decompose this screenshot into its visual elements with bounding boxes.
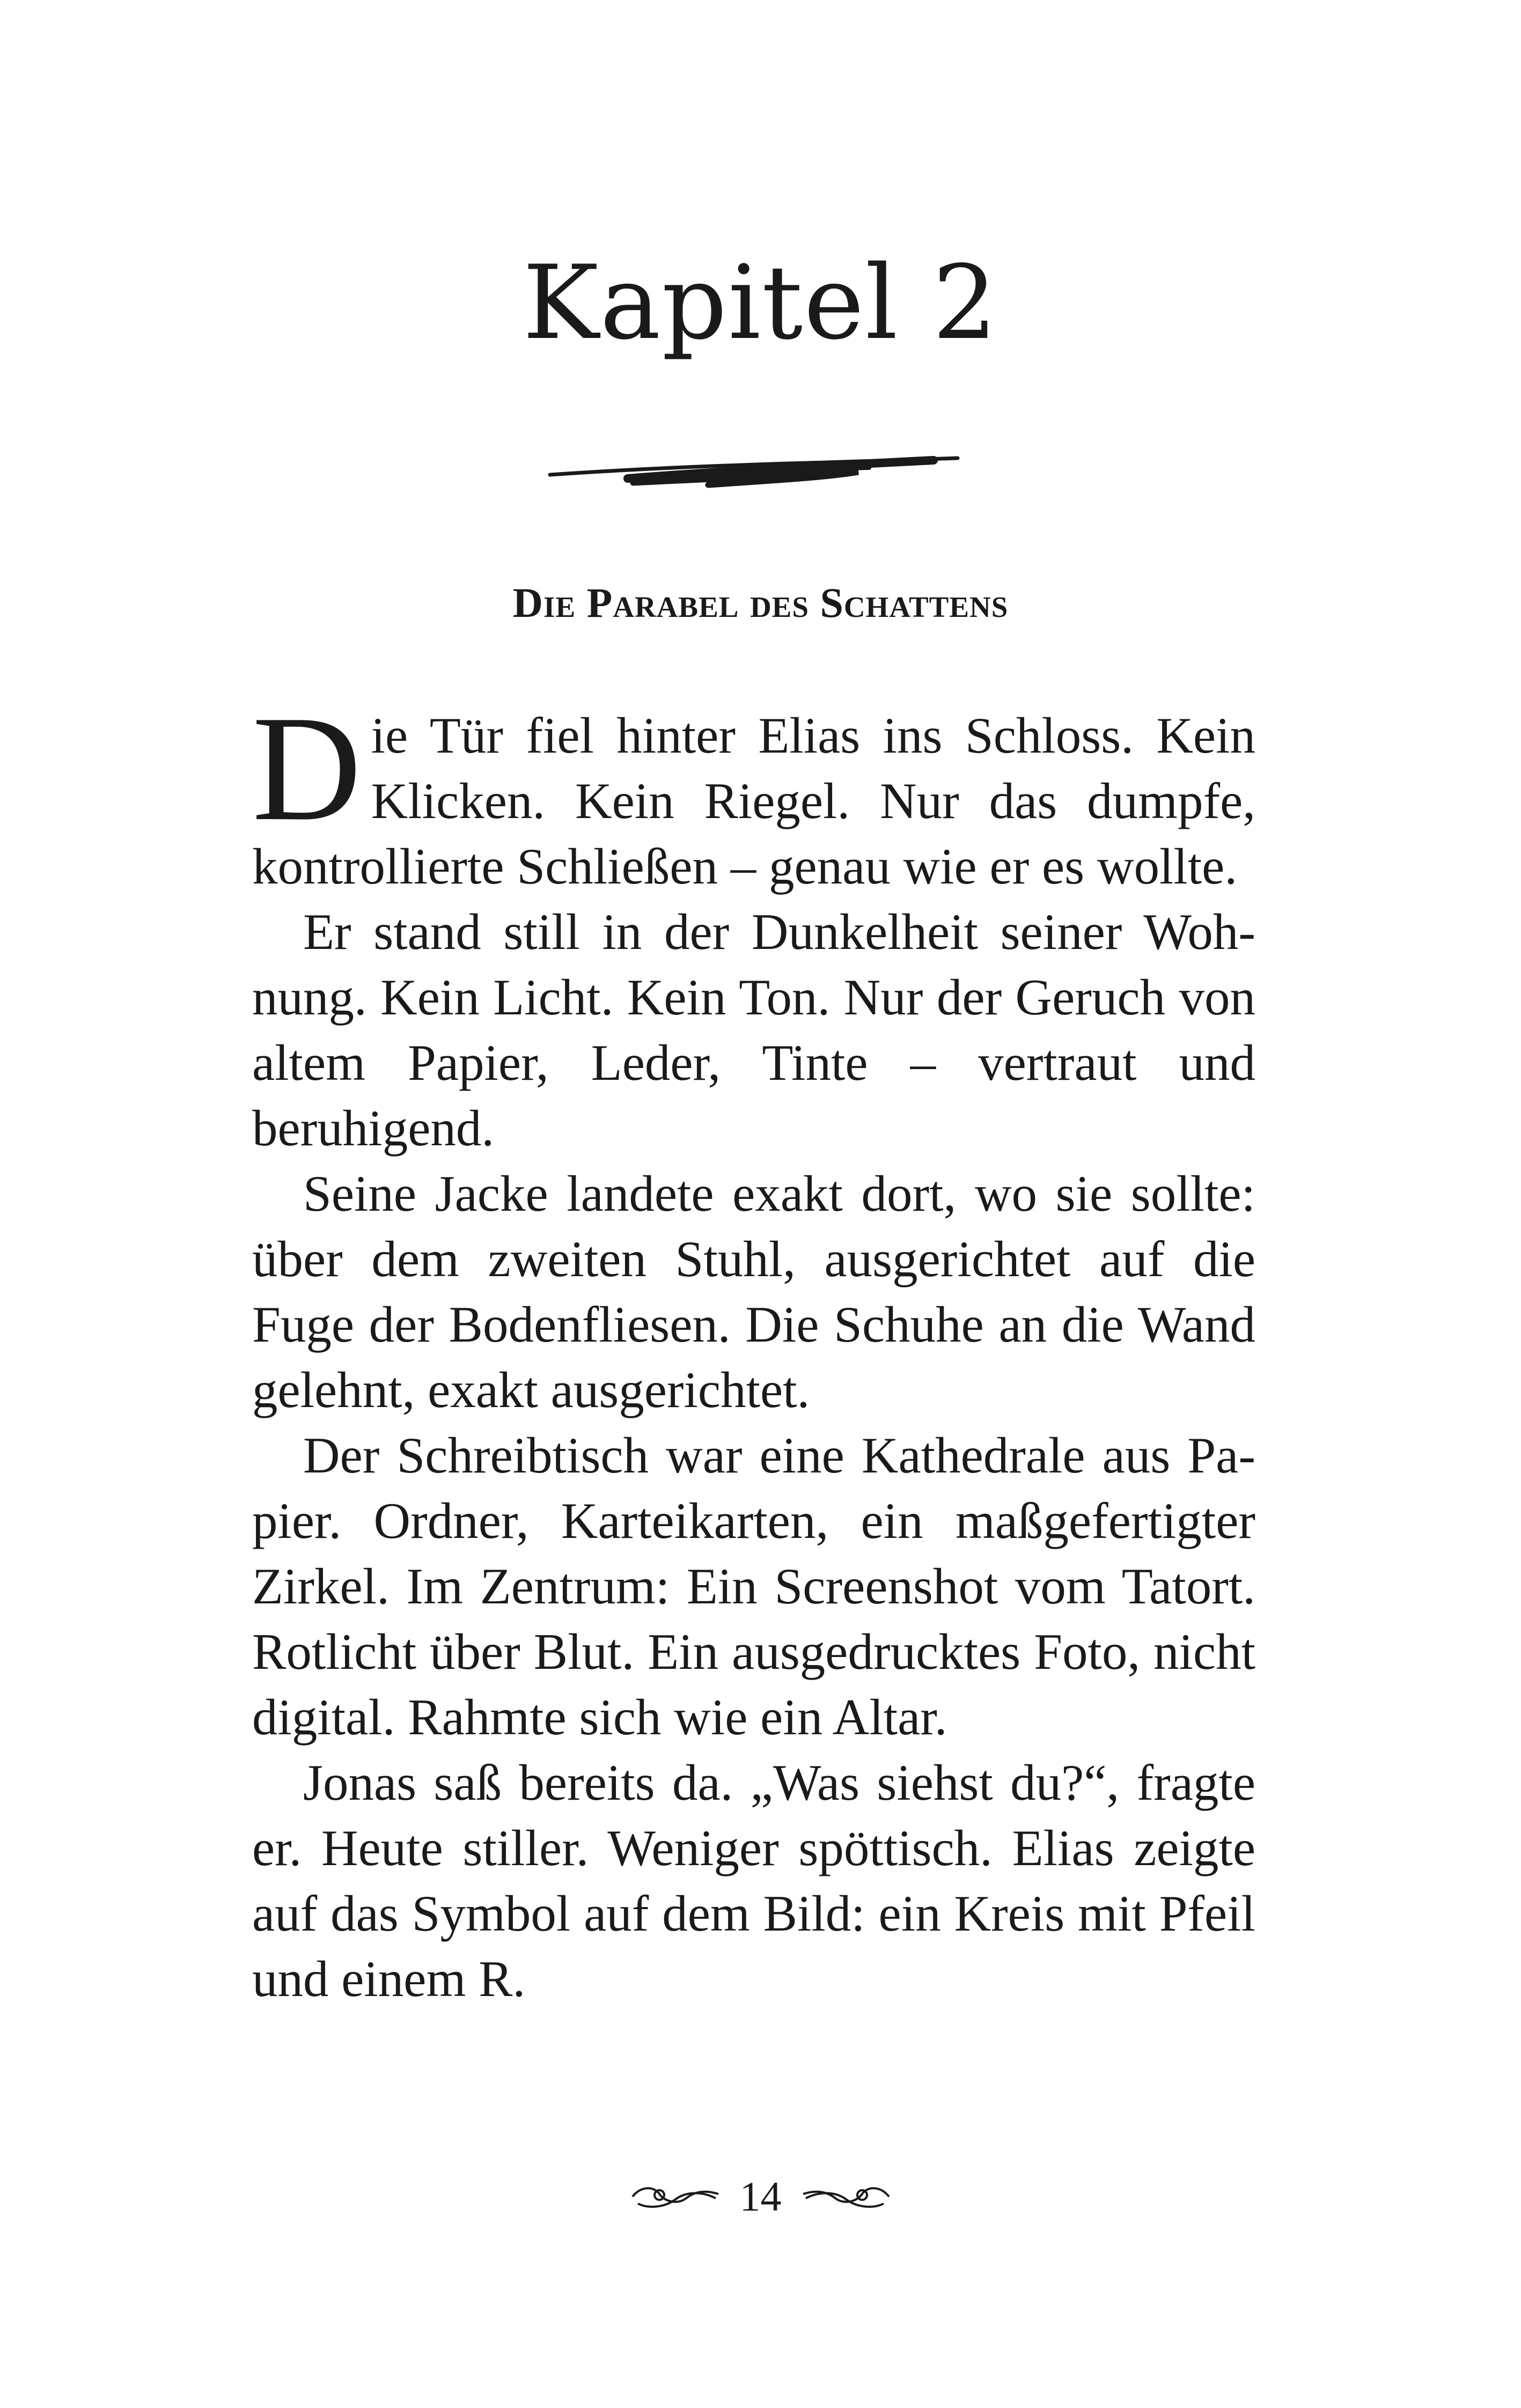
paragraph: Jonas saß bereits da. „Was siehst du?“, fragte er. Heute stiller. Weniger spöttisch. Elias zeigte auf das Symbol auf dem Bild: ein Kreis mit Pfeil und einem R. [252,1754,1255,2007]
flourish-left-icon [627,2178,724,2215]
paragraph: Seine Jacke landete exakt dort, wo sie sollte: über dem zweiten Stuhl, ausgerichtet auf die Fuge der Bodenfliesen. Die Schuhe an die Wand gelehnt, exakt ausgerichtet. [252,1165,1255,1418]
flourish-right-icon [798,2178,894,2215]
brush-divider-ornament [547,445,960,494]
paragraph-text: ie Tür fiel hinter Elias ins Schloss. Kein Klicken. Kein Riegel. Nur das dumpfe, kontrollierte Schließen – genau wie er es wollte. [252,707,1255,895]
paragraph: Der Schreibtisch war eine Kathedrale aus Papier. Ordner, Karteikarten, ein maßgefertigter Zirkel. Im Zentrum: Ein Screenshot vom Tatort. Rotlicht über Blut. Ein ausgedrucktes Foto, nicht digital. Rahmte sich wie ein Altar. [252,1427,1255,1746]
paragraph [252,684,1255,899]
section-title: Die Parabel des Schattens [512,579,1009,626]
page-number: 14 [739,2173,782,2220]
drop-cap: D [252,684,362,852]
paragraph: Er stand still in der Dunkelheit seiner Wohnung. Kein Licht. Kein Ton. Nur der Geruch von altem Papier, Leder, Tinte – vertraut und beruhigend. [252,903,1255,1157]
chapter-title: Kapitel 2 [523,244,998,362]
page-footer [0,2167,1521,2226]
body-text [252,684,1255,2012]
